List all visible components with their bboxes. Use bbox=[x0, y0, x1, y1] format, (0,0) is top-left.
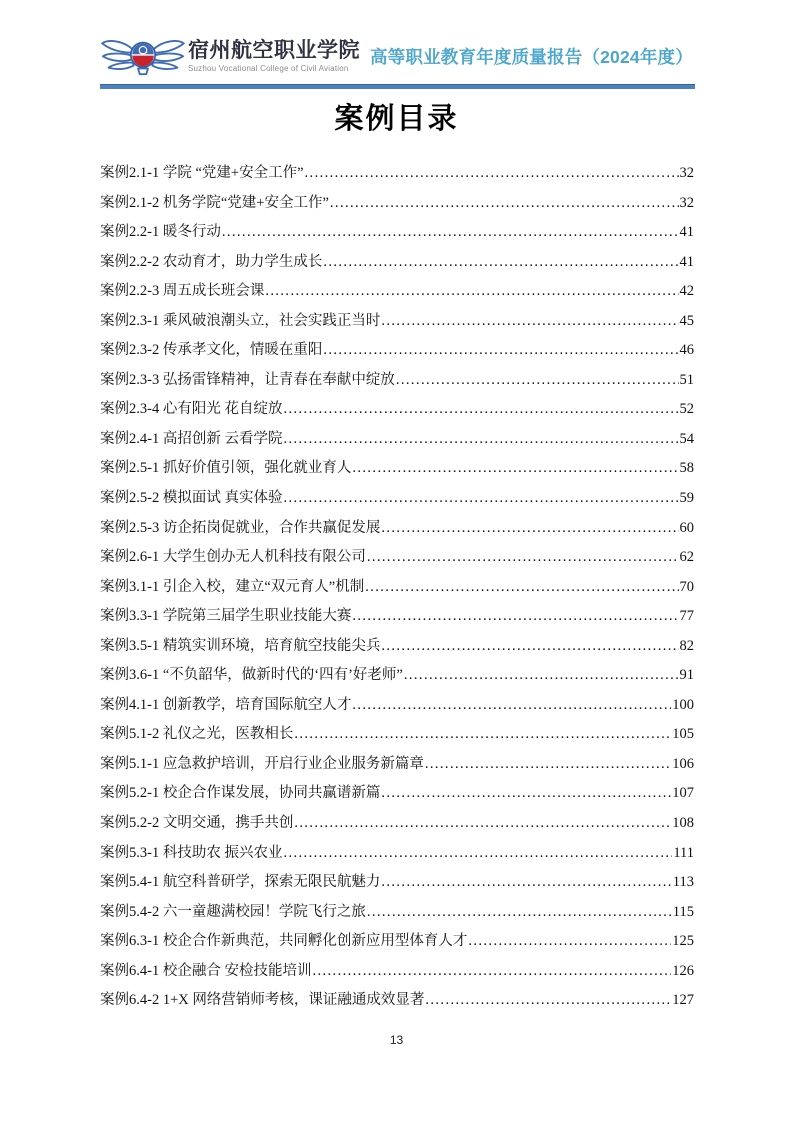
college-name: 宿州航空职业学院 bbox=[188, 39, 360, 63]
toc-dot-leader bbox=[330, 195, 679, 212]
toc-page-number: 125 bbox=[672, 933, 694, 950]
toc-dot-leader bbox=[323, 342, 678, 359]
page-header bbox=[100, 30, 695, 82]
toc-entry[interactable] bbox=[100, 693, 694, 723]
toc-list bbox=[100, 161, 694, 1018]
toc-entry[interactable] bbox=[100, 545, 694, 575]
toc-page-number: 70 bbox=[679, 578, 694, 595]
toc-page-number: 54 bbox=[679, 430, 694, 447]
toc-page-number: 77 bbox=[679, 608, 694, 625]
toc-page-number: 42 bbox=[679, 283, 694, 300]
toc-entry-label: 案例2.5-1 抓好价值引领，强化就业育人 bbox=[100, 460, 352, 477]
toc-page-number: 105 bbox=[672, 726, 694, 743]
toc-page-number: 126 bbox=[672, 962, 694, 979]
page-number: 13 bbox=[389, 1033, 404, 1047]
toc-entry-label: 案例5.4-2 六一童趣满校园！学院飞行之旅 bbox=[100, 903, 366, 920]
toc-dot-leader bbox=[294, 726, 671, 743]
toc-entry[interactable] bbox=[100, 634, 694, 664]
toc-page-number: 107 bbox=[672, 785, 694, 802]
toc-entry[interactable] bbox=[100, 959, 694, 989]
toc-entry[interactable] bbox=[100, 870, 694, 900]
toc-dot-leader bbox=[425, 992, 671, 1009]
toc-page-number: 100 bbox=[672, 696, 694, 713]
toc-entry-label: 案例5.1-2 礼仪之光，医教相长 bbox=[100, 726, 294, 743]
college-name-english: Suzhou Vocational College of Civil Aviation bbox=[188, 63, 349, 73]
toc-entry[interactable] bbox=[100, 279, 694, 309]
toc-dot-leader bbox=[222, 224, 679, 241]
toc-entry[interactable] bbox=[100, 752, 694, 782]
toc-entry[interactable] bbox=[100, 929, 694, 959]
toc-entry[interactable] bbox=[100, 161, 694, 191]
toc-entry[interactable] bbox=[100, 220, 694, 250]
toc-entry-label: 案例2.2-2 农动育才，助力学生成长 bbox=[100, 253, 323, 270]
toc-entry-label: 案例2.3-3 弘扬雷锋精神，让青春在奉献中绽放 bbox=[100, 371, 395, 388]
toc-dot-leader bbox=[367, 904, 672, 921]
toc-entry[interactable] bbox=[100, 900, 694, 930]
toc-dot-leader bbox=[352, 697, 671, 714]
toc-entry-label: 案例2.3-2 传承孝文化，情暖在重阳 bbox=[100, 342, 323, 359]
toc-dot-leader bbox=[283, 845, 672, 862]
toc-entry-label: 案例4.1-1 创新教学，培育国际航空人才 bbox=[100, 696, 352, 713]
toc-dot-leader bbox=[283, 431, 678, 448]
toc-page-number: 60 bbox=[679, 519, 694, 536]
toc-page-number: 51 bbox=[679, 371, 694, 388]
page-title: 案例目录 bbox=[334, 103, 459, 135]
toc-dot-leader bbox=[352, 460, 678, 477]
toc-dot-leader bbox=[367, 549, 679, 566]
toc-entry[interactable] bbox=[100, 988, 694, 1018]
toc-entry[interactable] bbox=[100, 427, 694, 457]
toc-dot-leader bbox=[381, 520, 678, 537]
toc-entry-label: 案例5.2-2 文明交通，携手共创 bbox=[100, 815, 294, 832]
toc-dot-leader bbox=[283, 401, 678, 418]
college-name-block bbox=[188, 39, 360, 72]
toc-entry-label: 案例2.1-2 机务学院“党建+安全工作” bbox=[100, 194, 329, 211]
toc-entry[interactable] bbox=[100, 575, 694, 605]
toc-dot-leader bbox=[396, 372, 679, 389]
toc-entry-label: 案例2.2-1 暖冬行动 bbox=[100, 224, 221, 241]
college-wings-logo-icon bbox=[100, 32, 186, 82]
toc-entry-label: 案例2.5-3 访企拓岗促就业，合作共赢促发展 bbox=[100, 519, 381, 536]
toc-entry[interactable] bbox=[100, 250, 694, 280]
toc-page-number: 58 bbox=[679, 460, 694, 477]
toc-dot-leader bbox=[404, 667, 679, 684]
header-divider-rule bbox=[100, 84, 695, 89]
toc-dot-leader bbox=[312, 963, 671, 980]
toc-page-number: 111 bbox=[673, 844, 694, 861]
toc-dot-leader bbox=[381, 874, 671, 891]
toc-page-number: 106 bbox=[672, 755, 694, 772]
toc-dot-leader bbox=[294, 815, 671, 832]
toc-entry-label: 案例3.6-1 “不负韶华，做新时代的‘四有’好老师” bbox=[100, 667, 403, 684]
toc-entry[interactable] bbox=[100, 309, 694, 339]
toc-entry[interactable] bbox=[100, 338, 694, 368]
toc-page-number: 127 bbox=[672, 992, 694, 1009]
toc-dot-leader bbox=[468, 933, 671, 950]
toc-dot-leader bbox=[381, 785, 671, 802]
toc-dot-leader bbox=[425, 756, 671, 773]
toc-entry[interactable] bbox=[100, 841, 694, 871]
toc-dot-leader bbox=[305, 165, 679, 182]
report-title: 高等职业教育年度质量报告（2024年度） bbox=[370, 46, 693, 67]
toc-dot-leader bbox=[265, 283, 678, 300]
toc-dot-leader bbox=[381, 313, 678, 330]
toc-entry[interactable] bbox=[100, 456, 694, 486]
toc-entry[interactable] bbox=[100, 486, 694, 516]
toc-entry[interactable] bbox=[100, 604, 694, 634]
toc-entry-label: 案例2.2-3 周五成长班会课 bbox=[100, 283, 265, 300]
toc-page-number: 108 bbox=[672, 815, 694, 832]
toc-entry-label: 案例5.1-1 应急救护培训，开启行业企业服务新篇章 bbox=[100, 755, 424, 772]
toc-entry[interactable] bbox=[100, 781, 694, 811]
toc-entry-label: 案例2.6-1 大学生创办无人机科技有限公司 bbox=[100, 549, 366, 566]
toc-entry[interactable] bbox=[100, 516, 694, 546]
toc-entry[interactable] bbox=[100, 722, 694, 752]
toc-entry-label: 案例5.4-1 航空科普研学，探索无限民航魅力 bbox=[100, 874, 381, 891]
toc-page-number: 82 bbox=[679, 637, 694, 654]
toc-entry-label: 案例2.5-2 模拟面试 真实体验 bbox=[100, 490, 283, 507]
toc-page-number: 41 bbox=[679, 224, 694, 241]
toc-page-number: 113 bbox=[672, 874, 694, 891]
toc-dot-leader bbox=[352, 608, 678, 625]
toc-dot-leader bbox=[283, 490, 678, 507]
toc-entry[interactable] bbox=[100, 811, 694, 841]
toc-entry-label: 案例3.1-1 引企入校，建立“双元育人”机制 bbox=[100, 578, 365, 595]
toc-entry[interactable] bbox=[100, 368, 694, 398]
toc-entry[interactable] bbox=[100, 397, 694, 427]
toc-page-number: 45 bbox=[679, 312, 694, 329]
toc-entry[interactable] bbox=[100, 663, 694, 693]
toc-entry-label: 案例2.3-4 心有阳光 花自绽放 bbox=[100, 401, 283, 418]
toc-page-number: 32 bbox=[679, 194, 694, 211]
toc-page-number: 59 bbox=[679, 490, 694, 507]
toc-entry-label: 案例6.4-1 校企融合 安检技能培训 bbox=[100, 962, 312, 979]
toc-page-number: 91 bbox=[679, 667, 694, 684]
toc-entry-label: 案例5.2-1 校企合作谋发展，协同共赢谱新篇 bbox=[100, 785, 381, 802]
toc-page-number: 46 bbox=[679, 342, 694, 359]
toc-dot-leader bbox=[381, 638, 678, 655]
toc-dot-leader bbox=[323, 254, 678, 271]
toc-entry-label: 案例2.4-1 高招创新 云看学院 bbox=[100, 430, 283, 447]
toc-entry-label: 案例6.3-1 校企合作新典范，共同孵化创新应用型体育人才 bbox=[100, 933, 468, 950]
toc-page-number: 62 bbox=[679, 549, 694, 566]
toc-entry-label: 案例3.5-1 精筑实训环境，培育航空技能尖兵 bbox=[100, 637, 381, 654]
toc-dot-leader bbox=[365, 579, 678, 596]
toc-page-number: 41 bbox=[679, 253, 694, 270]
toc-entry-label: 案例6.4-2 1+X 网络营销师考核，课证融通成效显著 bbox=[100, 992, 425, 1009]
toc-entry[interactable] bbox=[100, 191, 694, 221]
toc-page-number: 115 bbox=[672, 903, 694, 920]
toc-page-number: 52 bbox=[679, 401, 694, 418]
toc-entry-label: 案例2.3-1 乘风破浪潮头立，社会实践正当时 bbox=[100, 312, 381, 329]
toc-entry-label: 案例2.1-1 学院 “党建+安全工作” bbox=[100, 165, 304, 181]
toc-entry-label: 案例5.3-1 科技助农 振兴农业 bbox=[100, 844, 283, 861]
toc-entry-label: 案例3.3-1 学院第三届学生职业技能大赛 bbox=[100, 608, 352, 625]
toc-page-number: 32 bbox=[679, 165, 694, 181]
